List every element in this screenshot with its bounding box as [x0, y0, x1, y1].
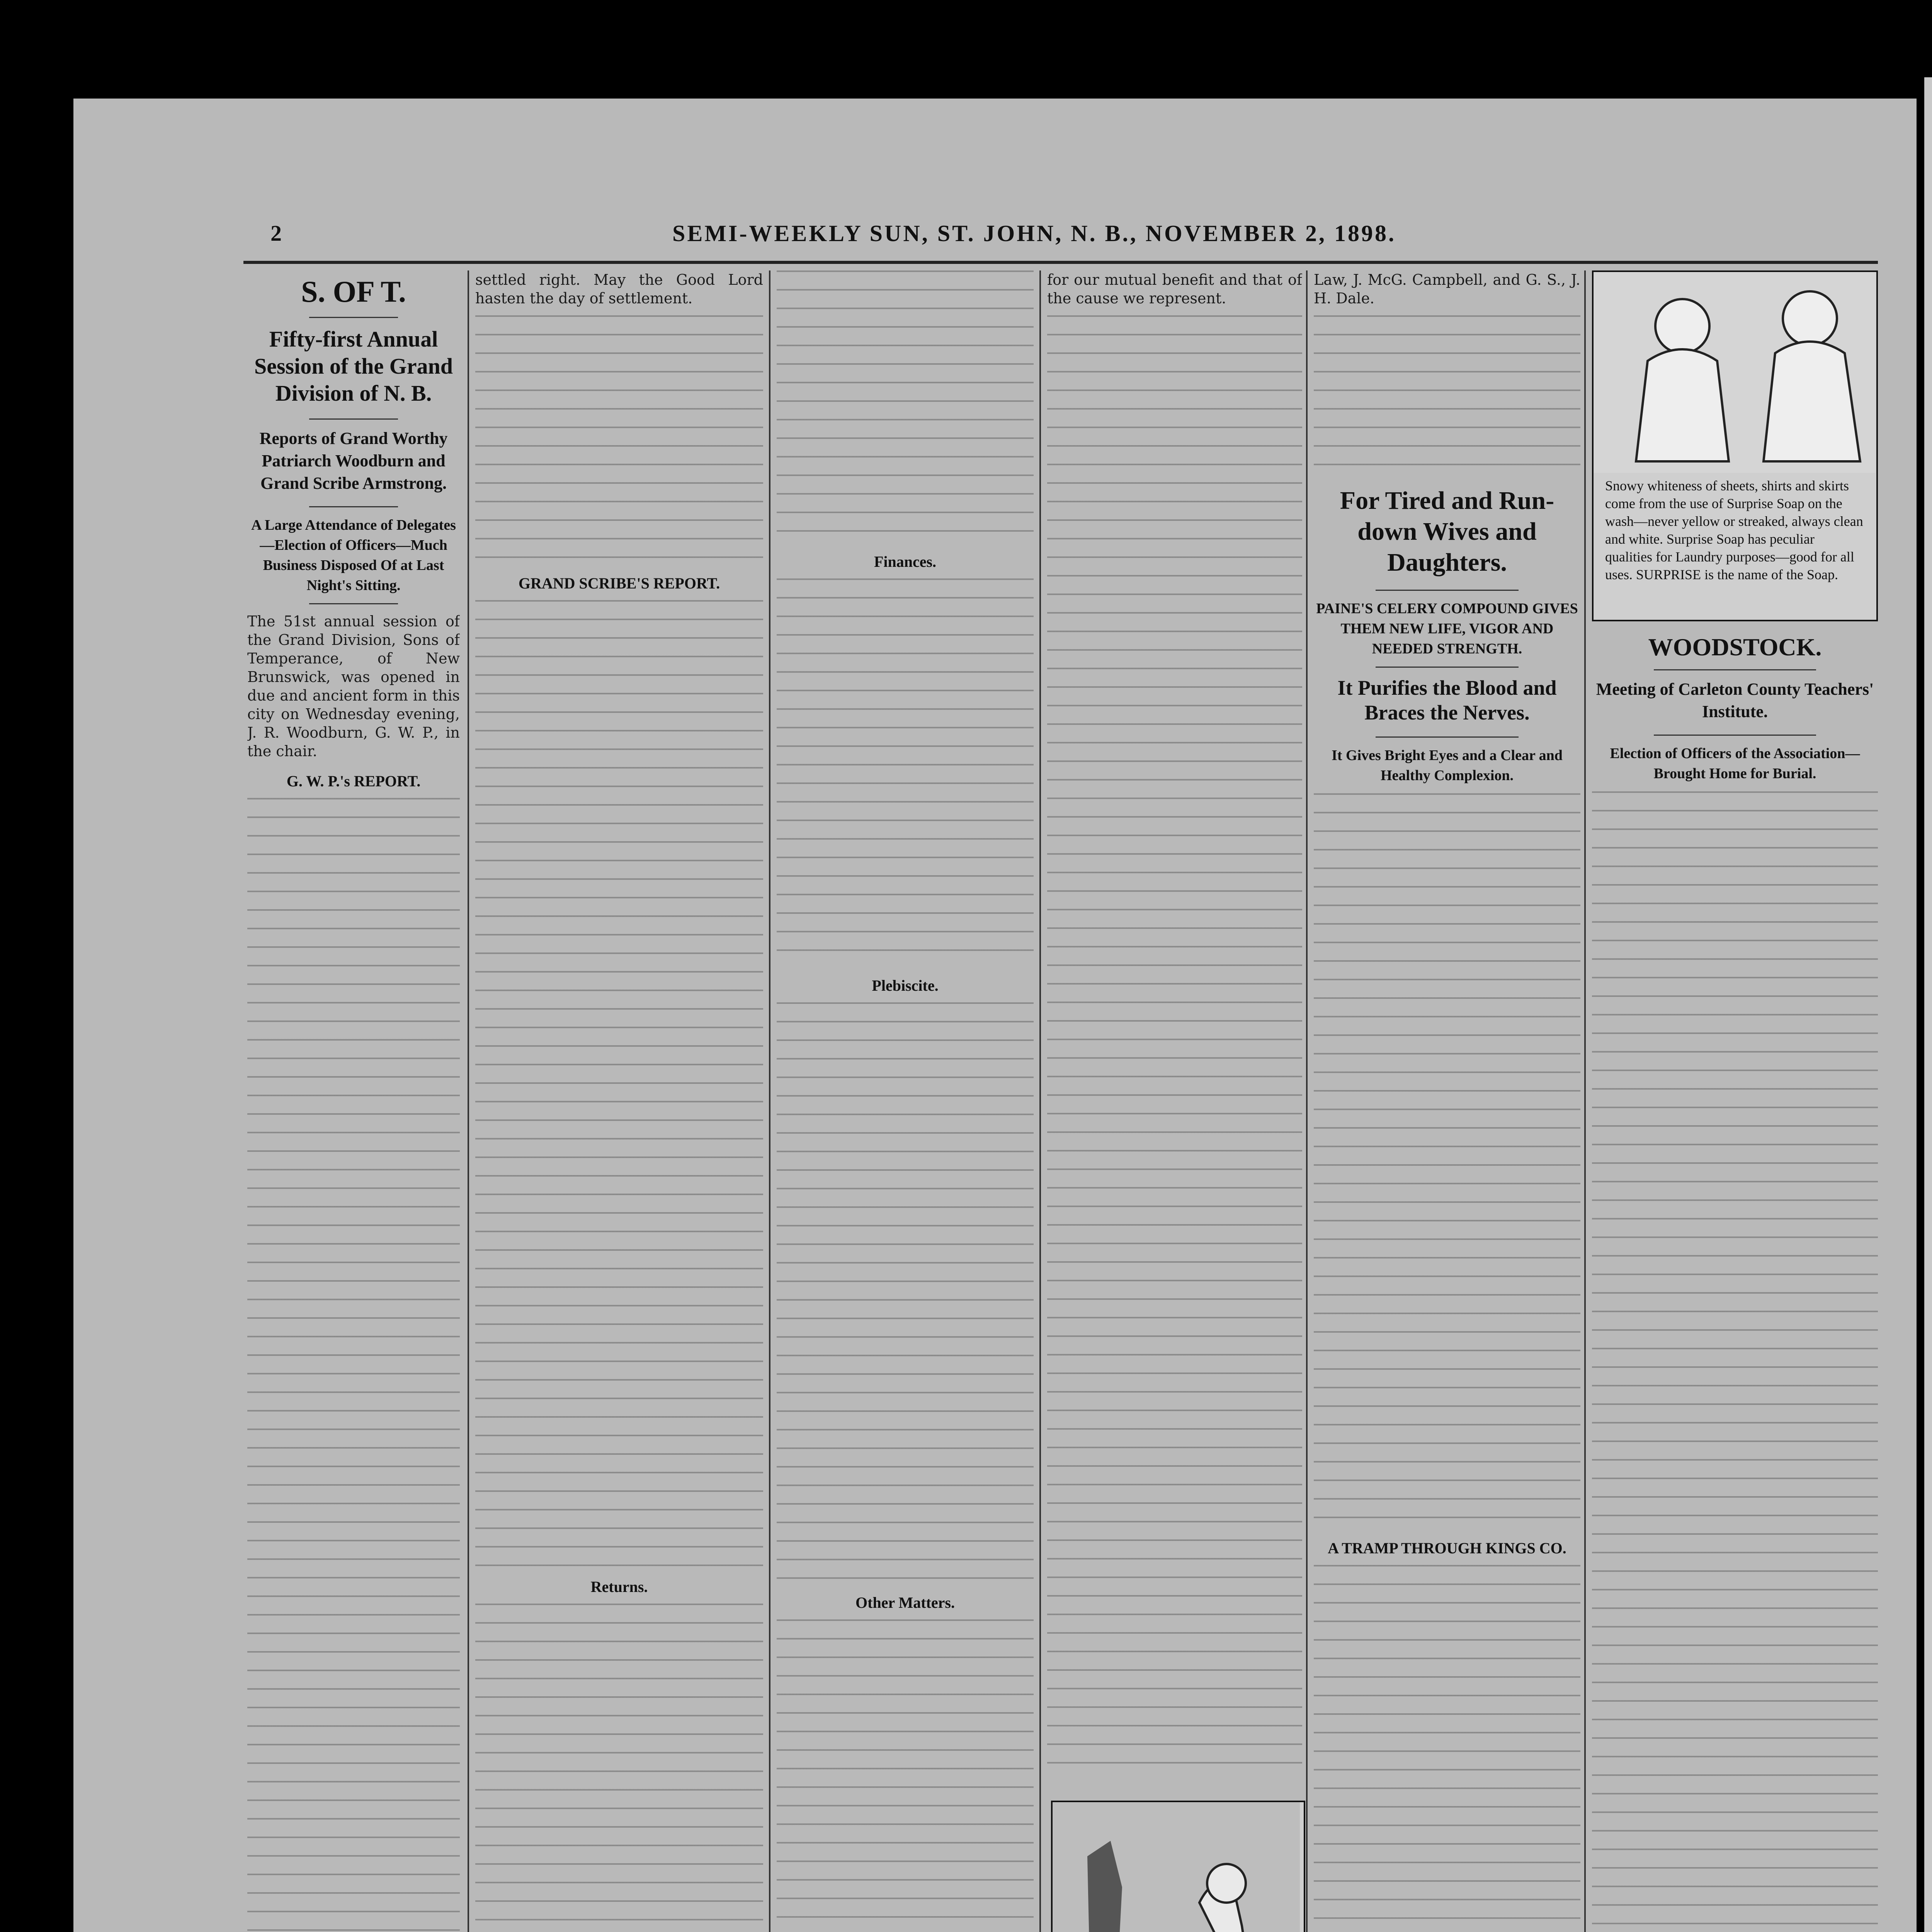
masthead-title: SEMI-WEEKLY SUN, ST. JOHN, N. B., NOVEMBER 2, 1898. [672, 221, 1396, 246]
column-2 [475, 270, 763, 1932]
section-subhead: A TRAMP THROUGH KINGS CO. [1328, 1539, 1566, 1557]
column-rule [1306, 270, 1308, 1932]
article-body-text [475, 315, 763, 563]
divider [1654, 735, 1816, 736]
article-lead: settled right. May the Good Lord hasten the day of settlement. [475, 271, 763, 307]
section-subhead: Returns. [590, 1578, 648, 1595]
divider [309, 418, 398, 420]
article-body-text [247, 798, 460, 1932]
adjacent-page-edge [1924, 77, 1932, 1932]
masthead-rule [243, 261, 1878, 264]
divider [309, 317, 398, 318]
article-body-text [1314, 1565, 1580, 1932]
column-3 [777, 270, 1034, 1932]
article-body-text [1047, 315, 1302, 1777]
column-6 [1592, 270, 1878, 1932]
divider [309, 603, 398, 604]
column-1 [247, 270, 460, 1932]
article-body-text [1592, 791, 1878, 1932]
divider [1376, 736, 1519, 738]
masthead [73, 99, 1917, 156]
article-body-text [475, 600, 763, 1566]
column-rule [1584, 270, 1586, 1932]
article-lead: for our mutual benefit and that of the cause we represent. [1047, 271, 1302, 307]
section-subhead: Plebiscite. [872, 977, 939, 994]
article-deck-2: Election of Officers of the Association—Brought Home for Burial. [1610, 745, 1860, 782]
article-body-text [475, 1604, 763, 1932]
divider [1376, 667, 1519, 668]
article-deck-3: It Gives Bright Eyes and a Clear and Healthy Complexion. [1332, 747, 1563, 784]
article-heading: WOODSTOCK. [1648, 633, 1822, 661]
divider [1654, 669, 1816, 670]
column-5 [1314, 270, 1580, 1932]
article-lead: Law, J. McG. Campbell, and G. S., J. H. Dale. [1314, 271, 1580, 307]
abbeys-salt-advertisement [1051, 1801, 1305, 1932]
page-number: 2 [270, 221, 282, 246]
article-body-text [777, 270, 1034, 541]
cyclist-illustration-icon [1053, 1802, 1300, 1932]
article-body-text [777, 578, 1034, 965]
article-deck: Meeting of Carleton County Teachers' Institute. [1596, 680, 1874, 721]
column-rule [468, 270, 469, 1932]
article-deck-2: It Purifies the Blood and Braces the Nerves. [1337, 676, 1557, 724]
section-subhead: GRAND SCRIBE'S REPORT. [518, 575, 720, 592]
article-body-text [777, 1619, 1034, 1932]
article-deck-2: A Large Attendance of Delegates—Election of Officers—Much Business Disposed Of at Last Night's Sitting. [251, 517, 456, 594]
washerwomen-illustration-icon [1594, 272, 1876, 473]
article-deck: PAINE'S CELERY COMPOUND GIVES THEM NEW LIFE, VIGOR AND NEEDED STRENGTH. [1316, 600, 1578, 657]
article-body-text [1314, 315, 1580, 481]
article-body-text [1314, 793, 1580, 1527]
column-rule [1039, 270, 1041, 1932]
article-deck: Reports of Grand Worthy Patriarch Woodburn and Grand Scribe Armstrong. [259, 429, 448, 493]
article-headline: Fifty-first Annual Session of the Grand Division of N. B. [254, 327, 453, 406]
section-subhead: Finances. [874, 553, 937, 570]
ad-body: Snowy whiteness of sheets, shirts and skirts come from the use of Surprise Soap on the wash—never yellow or streaked, always clean and white. Surprise Soap has peculiar qualities for Laundry purposes—good for all uses. SURPRISE is the name of the Soap. [1605, 478, 1863, 582]
section-subhead: G. W. P.'s REPORT. [286, 772, 421, 790]
divider [309, 506, 398, 507]
section-subhead: Other Matters. [855, 1594, 955, 1611]
column-4 [1047, 270, 1302, 1777]
article-body-text [777, 1002, 1034, 1582]
surprise-soap-advertisement [1592, 270, 1878, 621]
article-heading: S. OF T. [301, 275, 406, 308]
article-headline: For Tired and Run-down Wives and Daughters. [1340, 486, 1554, 577]
divider [1376, 590, 1519, 591]
article-lead: The 51st annual session of the Grand Division, Sons of Temperance, of New Brunswick, was opened in due and ancient form in this city on Wednesday evening, J. R. Woodburn, G. W. P., in the chair. [247, 613, 460, 760]
column-rule [769, 270, 770, 1932]
